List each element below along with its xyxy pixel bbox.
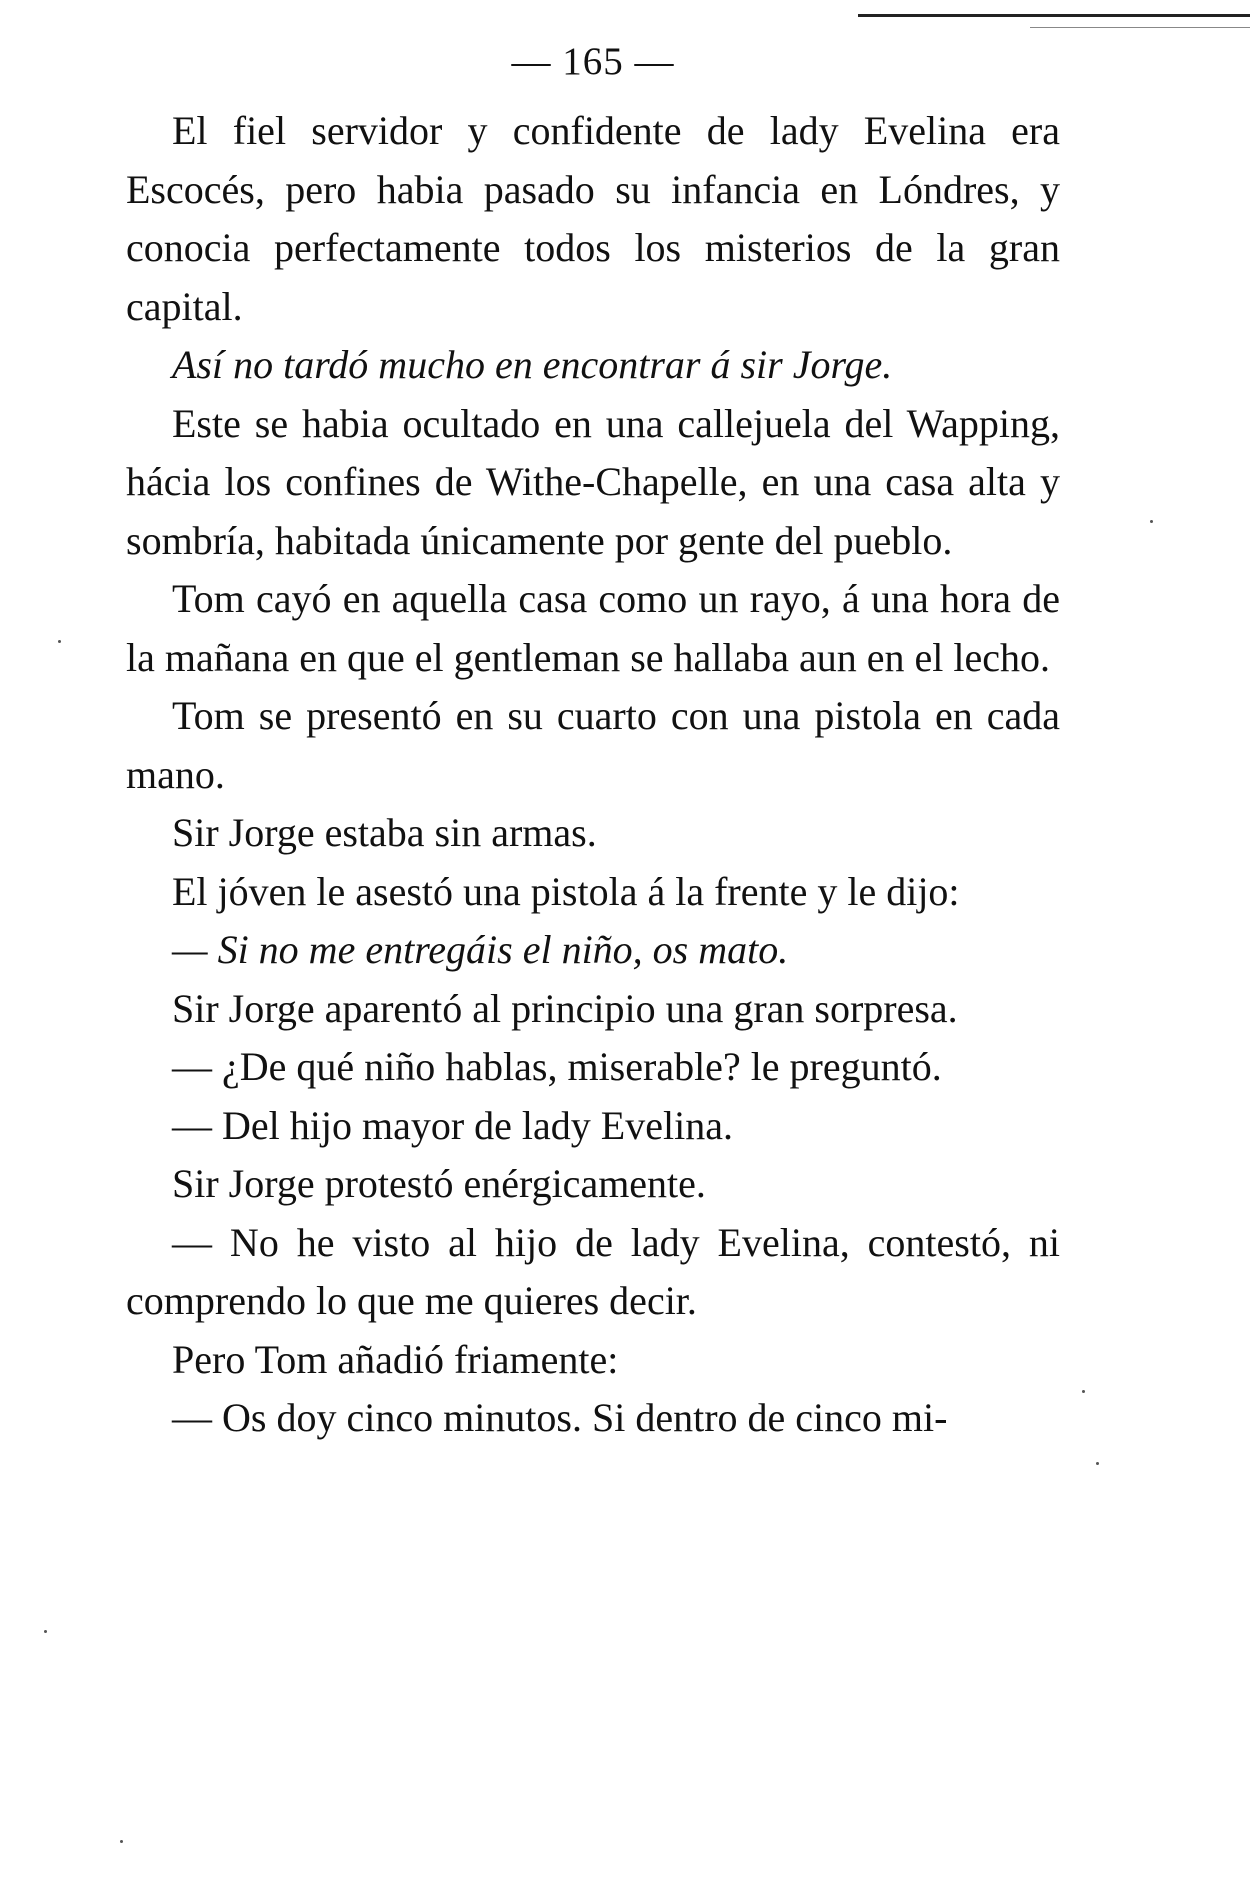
paragraph-1: El fiel servidor y confidente de lady Evelina era Escocés, pero habia pasado su infancia en Lóndres, y conocia perfectamente todos los misterios de la gran capital. bbox=[126, 108, 1060, 329]
scan-speck bbox=[44, 1630, 47, 1633]
paragraph-7: El jóven le asestó una pistola á la frente y le dijo: bbox=[172, 868, 960, 914]
page-number: — 165 — bbox=[511, 40, 675, 83]
top-edge-rule bbox=[858, 14, 1250, 17]
scan-speck bbox=[120, 1840, 123, 1843]
book-page bbox=[126, 36, 1060, 1448]
paragraph-11: — Del hijo mayor de lady Evelina. bbox=[172, 1102, 733, 1148]
paragraph-9: Sir Jorge aparentó al principio una gran sorpresa. bbox=[172, 985, 958, 1031]
paragraph-15: — Os doy cinco minutos. Si dentro de cinco mi- bbox=[172, 1395, 948, 1440]
paragraph-8: — Si no me entregáis el niño, os mato. bbox=[172, 927, 789, 972]
scan-speck bbox=[1096, 1462, 1099, 1465]
paragraph-2: Así no tardó mucho en encontrar á sir Jorge. bbox=[172, 342, 893, 387]
paragraph-6: Sir Jorge estaba sin armas. bbox=[172, 810, 597, 855]
paragraph-5: Tom se presentó en su cuarto con una pistola en cada mano. bbox=[126, 693, 1060, 797]
scan-speck bbox=[1082, 1390, 1085, 1393]
paragraph-13: — No he visto al hijo de lady Evelina, contestó, ni comprendo lo que me quieres decir. bbox=[126, 1219, 1060, 1323]
top-edge-thin-rule bbox=[1030, 27, 1250, 28]
paragraph-4: Tom cayó en aquella casa como un rayo, á una hora de la mañana en que el gentleman se hallaba aun en el lecho. bbox=[126, 576, 1060, 680]
scan-speck bbox=[1150, 520, 1153, 523]
paragraph-14: Pero Tom añadió friamente: bbox=[172, 1336, 619, 1382]
paragraph-12: Sir Jorge protestó enérgicamente. bbox=[172, 1161, 706, 1206]
page-body-text bbox=[126, 102, 1060, 1448]
scan-speck bbox=[58, 640, 61, 643]
paragraph-3: Este se habia ocultado en una callejuela del Wapping, hácia los confines de Withe-Chapelle, en una casa alta y sombría, habitada únicamente por gente del pueblo. bbox=[126, 400, 1060, 563]
paragraph-10: — ¿De qué niño hablas, miserable? le preguntó. bbox=[172, 1044, 942, 1089]
